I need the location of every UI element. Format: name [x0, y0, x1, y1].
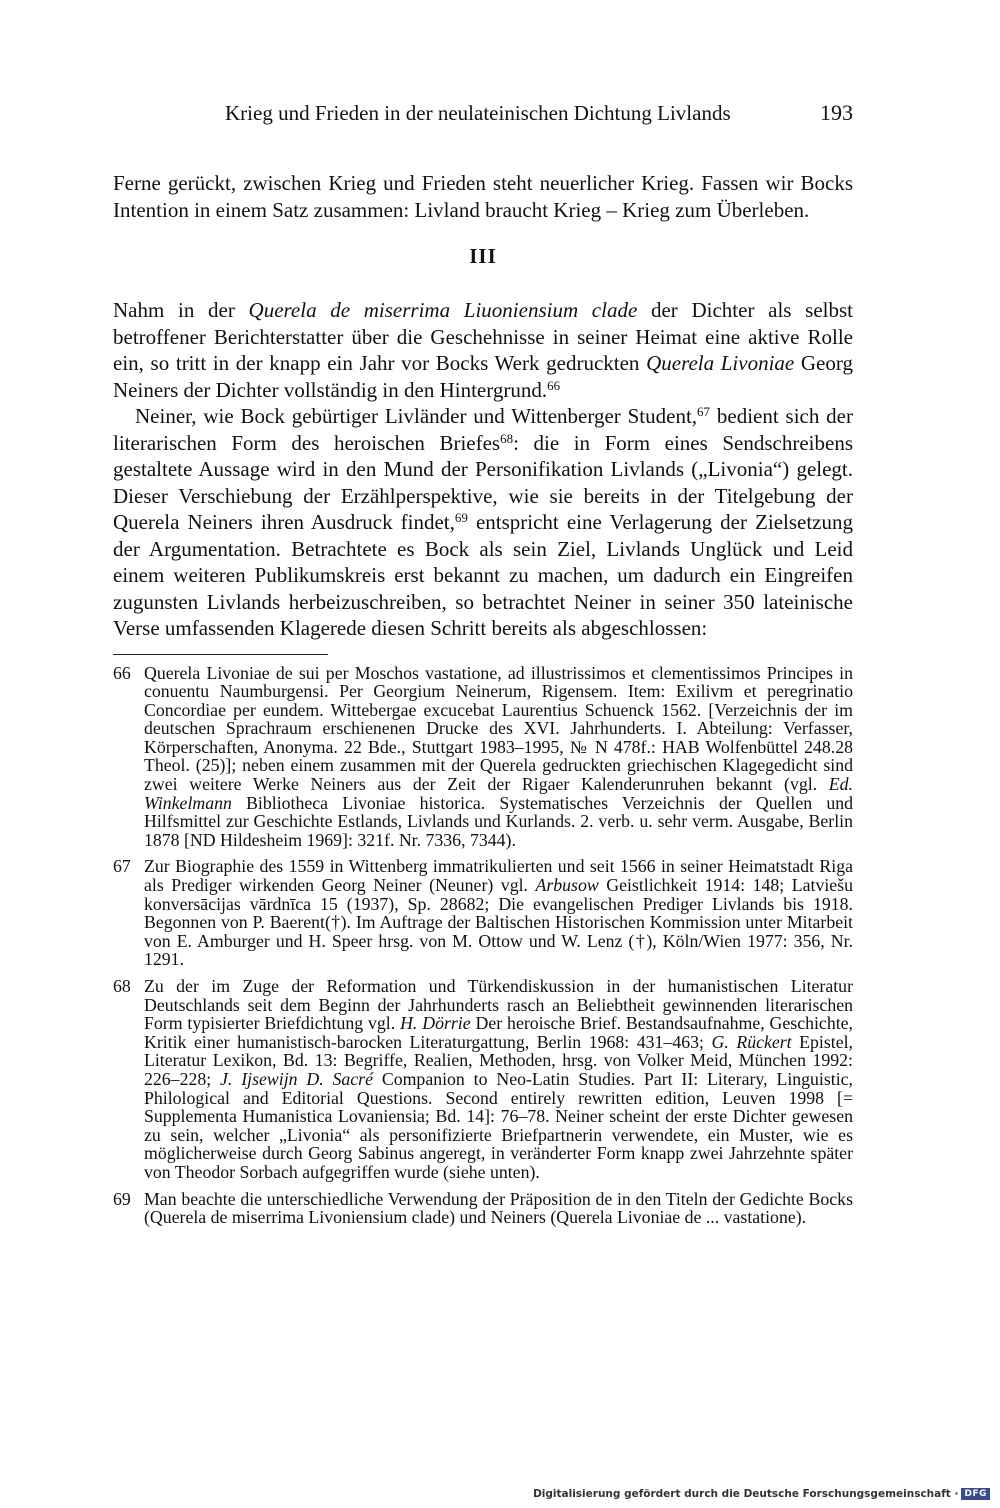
work-title: Querela Livoniae [646, 351, 795, 375]
footnote-number: 67 [113, 856, 131, 877]
footnote-text [144, 664, 853, 850]
author-name: J. Ijsewijn D. Sacré [220, 1068, 373, 1089]
work-title: Querela de miserrima Liuoniensium clade [248, 298, 638, 322]
page [113, 100, 853, 1235]
text-span: Georg Neiners der Dichter vollständig in den Hintergrund. [113, 351, 853, 402]
running-head [113, 100, 853, 140]
text-span: Neiner, wie Bock gebürtiger Livländer und Wittenberger Student, [135, 404, 698, 428]
footnote-number: 66 [113, 662, 131, 683]
text-span: entspricht eine Verlagerung der Zielsetzung der Argumentation. Betrachtete es Bock als sein Ziel, Livlands Unglück und Leid einem weiteren Publikumskreis erst bekannt zu machen, um dadurch ein Eingreifen zugunsten Livlands herbeizuschreiben, so betrachtet Neiner in seiner 350 lateinische Verse umfassenden Klagerede diesen Schritt bereits als abgeschlossen: [113, 510, 854, 640]
author-name: G. Rückert [711, 1031, 792, 1052]
digitization-credit [533, 1488, 990, 1500]
footnote-ref: 66 [547, 377, 561, 393]
body-paragraph-2 [113, 297, 853, 403]
section-heading: III [469, 244, 497, 268]
footnote-rule [113, 654, 328, 655]
footnote-ref: 69 [454, 509, 468, 525]
page-number: 193 [820, 100, 853, 125]
text-span: Geistlichkeit 1914: 148; Latviešu konversācijas vārdnīca 15 (1937), Sp. 28682; Die evangelischen Prediger Livlands bis 1918. Begonnen von P. Baerent(†). Im Auftrage der Baltischen Historischen Kommission unter Mitarbeit von E. Amburger und H. Speer hrsg. von M. Ottow und W. Lenz (†), Köln/Wien 1977: 356, Nr. 1291. [144, 875, 853, 970]
text-span: Bibliotheca Livoniae historica. Systematisches Verzeichnis der Quellen und Hilfsmittel zur Geschichte Estlands, Livlands und Kurlands. 2. verb. u. sehr verm. Ausgabe, Berlin 1878 [ND Hildesheim 1969]: 321f. Nr. 7336, 7344). [144, 792, 853, 850]
text-span: Querela Livoniae de sui per Moschos vastatione, ad illustrissimos et clementissimos Principes in conuentu Naumburgensi. Per Georgium Neinerum, Rigensem. Item: Exilivm et peregrinatio Concordiae per eundem. Wittebergae excucebat Laurentius Schuenck 1562. [Verzeichnis der im deutschen Sprachraum erschienenen Drucke des XVI. Jahrhunderts. I. Abteilung: Verfasser, Körperschaften, Anonyma. 22 Bde., Stuttgart 1983–1995, № N 478f.: HAB Wolfenbüttel 248.28 Theol. (25)]; neben einem zusammen mit der Querela gedruckten griechischen Klagegedicht sind zwei weitere Werke Neiners aus der Zeit der Rigaer Kalenderunruhen bekannt (vgl. [144, 662, 853, 795]
footnote-text [144, 977, 853, 1182]
text-span: Companion to Neo-Latin Studies. Part II: Literary, Linguistic, Philological and Editorial Questions. Second entirely rewritten edition, Leuven 1998 [= Supplementa Humanistica Lovaniensia; Bd. 14]: 76–78. Neiner scheint der erste Dichter gewesen zu sein, welcher „Livonia“ als personifizierte Briefpartnerin verwendete, ein Muster, wie es möglicherweise durch Georg Sabinus angeregt, in veränderter Form knapp zwei Jahrzehnte später von Theodor Sorbach aufgegriffen wurde (siehe unten). [144, 1068, 854, 1182]
body-paragraph-3 [113, 403, 853, 642]
running-title: Krieg und Frieden in der neulateinischen Dichtung Livlands [225, 101, 731, 125]
text-span: Zu der im Zuge der Reformation und Türkendiskussion in der humanistischen Literatur Deutschlands seit dem Beginn der Jahrhunderts rasch an Beliebtheit gewinnenden literarischen Form typisierter Briefdichtung vgl. [144, 976, 853, 1034]
footnote-number: 68 [113, 976, 131, 996]
footnote-67 [113, 857, 853, 969]
footnote-68 [113, 977, 853, 1182]
footnote-text: Man beachte die unterschiedliche Verwendung der Präposition de in den Titeln der Gedichte Bocks (Querela de miserrima Livoniensium clade) und Neiners (Querela Livoniae de ... vastatione). [144, 1188, 853, 1228]
credit-text: Digitalisierung gefördert durch die Deutsche Forschungsgemeinschaft · [533, 1488, 959, 1500]
author-name: Arbusow [535, 875, 599, 896]
text-span: Der heroische Brief. Bestandsaufnahme, Geschichte, Kritik einer humanistisch-barocken Literaturgattung, Berlin 1968: 431–463; [144, 1013, 853, 1052]
text-span: der Dichter als selbst betroffener Berichterstatter über die Geschehnisse in seiner Heimat eine aktive Rolle ein, so tritt in der knapp ein Jahr vor Bocks Werk gedruckten [113, 298, 853, 375]
body-paragraph-1: Ferne gerückt, zwischen Krieg und Frieden steht neuerlicher Krieg. Fassen wir Bocks Intention in einem Satz zusammen: Livland braucht Krieg – Krieg zum Überleben. [113, 171, 853, 222]
footnote-text [144, 857, 853, 969]
footnote-number: 69 [113, 1188, 131, 1209]
text-span: Epistel, Literatur Lexikon, Bd. 13: Begriffe, Realien, Methoden, hrsg. von Volker Meid, München 1992: 226–228; [144, 1031, 853, 1089]
text-span: Nahm in der [113, 298, 249, 322]
footnote-66 [113, 664, 853, 850]
text-span: Zur Biographie des 1559 in Wittenberg immatrikulierten und seit 1566 in seiner Heimatstadt Riga als Prediger wirkenden Georg Neiner (Neuner) vgl. [144, 856, 853, 896]
footnote-ref: 67 [697, 403, 711, 419]
text-span: bedient sich der literarischen Form des heroischen Briefes [113, 404, 853, 455]
footnote-69 [113, 1190, 853, 1227]
text-span: : die in Form eines Sendschreibens gestaltete Aussage wird in den Mund der Personifikation Livlands („Livonia“) gelegt. Dieser Verschiebung der Erzählperspektive, wie sie bereits in der Titelgebung der Querela Neiners ihren Ausdruck findet, [113, 430, 853, 534]
dfg-logo-icon: DFG [961, 1488, 990, 1500]
author-name: H. Dörrie [400, 1013, 471, 1034]
author-name: Ed. Winkelmann [144, 774, 853, 813]
footnote-ref: 68 [500, 430, 514, 446]
